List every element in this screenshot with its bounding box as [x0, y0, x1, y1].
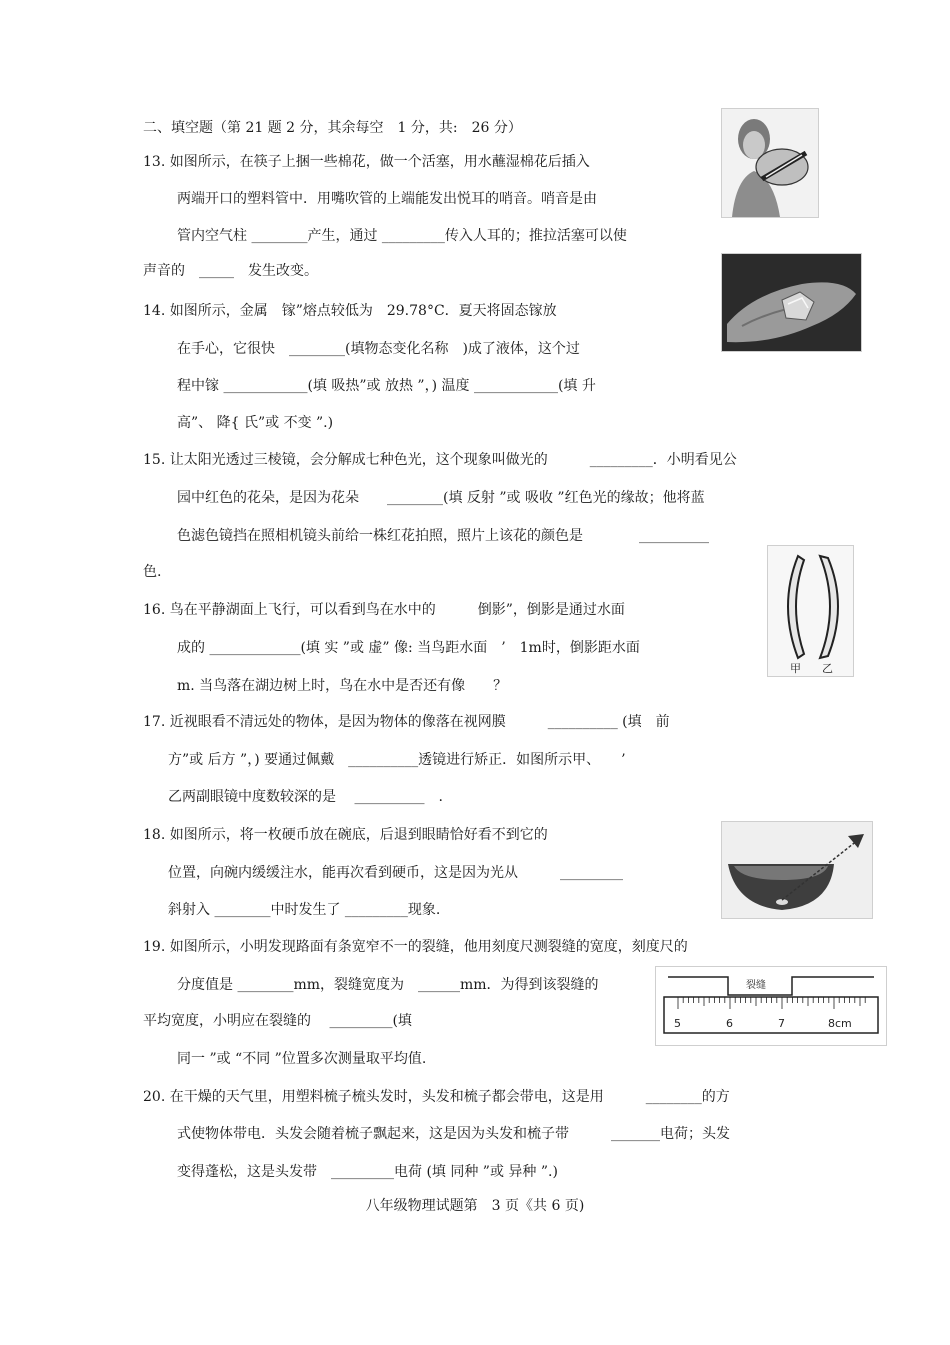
- figure-crack-ruler: [655, 966, 887, 1046]
- figure-glasses-lenses: [767, 545, 854, 677]
- q18-line-1: 18. 如图所示，将一枚硬币放在碗底，后退到眼睛恰好看不到它的: [143, 827, 548, 843]
- figure-whistle-photo: [721, 108, 819, 218]
- q18-line-2: 位置，向碗内缓缓注水，能再次看到硬币，这是因为光从 _________: [168, 865, 623, 881]
- q14-line-2: 在手心，它很快 ________(填物态变化名称 )成了液体，这个过: [177, 341, 580, 357]
- ruler-tick-5: 5: [674, 1017, 681, 1030]
- q19-line-1: 19. 如图所示，小明发现路面有条宽窄不一的裂缝，他用刻度尺测裂缝的宽度，刻度尺的: [143, 939, 688, 955]
- q20-line-3: 变得蓬松，这是头发带 _________电荷 (填 同种 ”或 异种 ”.): [177, 1164, 558, 1180]
- q17-line-2: 方”或 后方 ”，) 要通过佩戴 __________透镜进行矫正．如图所示甲、 ’: [168, 752, 626, 768]
- figure-gallium-photo: [721, 253, 862, 352]
- ruler-tick-8cm: 8cm: [828, 1017, 852, 1030]
- q15-line-3: 色滤色镜挡在照相机镜头前给一株红花拍照，照片上该花的颜色是 __________: [177, 528, 709, 544]
- q14-line-4: 高”、 降{ 氏”或 不变 ”.): [177, 415, 334, 431]
- q16-line-2: 成的 _____________(填 实 ”或 虚” 像: 当鸟距水面 ’ 1m时，倒影距水面: [177, 640, 640, 656]
- q13-line-2: 两端开口的塑料管中．用嘴吹管的上端能发出悦耳的哨音。哨音是由: [177, 191, 597, 207]
- q13-line-4: 声音的 _____ 发生改变。: [143, 263, 318, 279]
- q14-line-3: 程中镓 ____________(填 吸热”或 放热 ”，) 温度 ____________(填 升: [177, 378, 596, 394]
- page-footer: 八年级物理试题第 3 页《共 6 页): [365, 1198, 585, 1214]
- ruler-tick-7: 7: [778, 1017, 785, 1030]
- q15-line-1: 15. 让太阳光透过三棱镜，会分解成七种色光，这个现象叫做光的 _________．小明看见公: [143, 452, 737, 468]
- ruler-tick-6: 6: [726, 1017, 733, 1030]
- q16-line-1: 16. 鸟在平静湖面上飞行，可以看到鸟在水中的 倒影”，倒影是通过水面: [143, 602, 625, 618]
- q20-line-1: 20. 在干燥的天气里，用塑料梳子梳头发时，头发和梳子都会带电，这是用 ________的方: [143, 1089, 730, 1105]
- q20-line-2: 式使物体带电．头发会随着梳子飘起来，这是因为头发和梳子带 _______电荷；头发: [177, 1126, 730, 1142]
- q15-line-2: 园中红色的花朵，是因为花朵 ________(填 反射 ”或 吸收 ”红色光的缘故；他将蓝: [177, 490, 705, 506]
- q18-line-3: 斜射入 ________中时发生了 _________现象.: [168, 902, 441, 918]
- q19-line-4: 同一 ”或 “不同 ”位置多次测量取平均值.: [177, 1051, 427, 1067]
- q19-line-2: 分度值是 ________mm，裂缝宽度为 ______mm．为得到该裂缝的: [177, 977, 599, 993]
- q13-line-1: 13. 如图所示，在筷子上捆一些棉花，做一个活塞，用水蘸湿棉花后插入: [143, 154, 590, 170]
- q15-line-4: 色.: [143, 564, 162, 580]
- section-header: 二、填空题（第 21 题 2 分，其余每空 1 分，共: 26 分）: [143, 120, 522, 136]
- glasses-label-a: 甲: [790, 662, 801, 675]
- q17-line-1: 17. 近视眼看不清远处的物体，是因为物体的像落在视网膜 __________ (填 前: [143, 714, 670, 730]
- q17-line-3: 乙两副眼镜中度数较深的是 __________ .: [168, 789, 443, 805]
- crack-label: 裂缝: [746, 980, 766, 991]
- q14-line-1: 14. 如图所示，金属 镓”熔点较低为 29.78°C．夏天将固态镓放: [143, 303, 557, 319]
- figure-coin-bowl: [721, 821, 873, 919]
- q16-line-3: m. 当鸟落在湖边树上时，鸟在水中是否还有像 ？: [177, 678, 508, 694]
- q19-line-3: 平均宽度，小明应在裂缝的 _________(填: [143, 1013, 412, 1029]
- q13-line-3: 管内空气柱 ________产生，通过 _________传入人耳的；推拉活塞可以使: [177, 228, 627, 244]
- glasses-label-b: 乙: [822, 662, 833, 675]
